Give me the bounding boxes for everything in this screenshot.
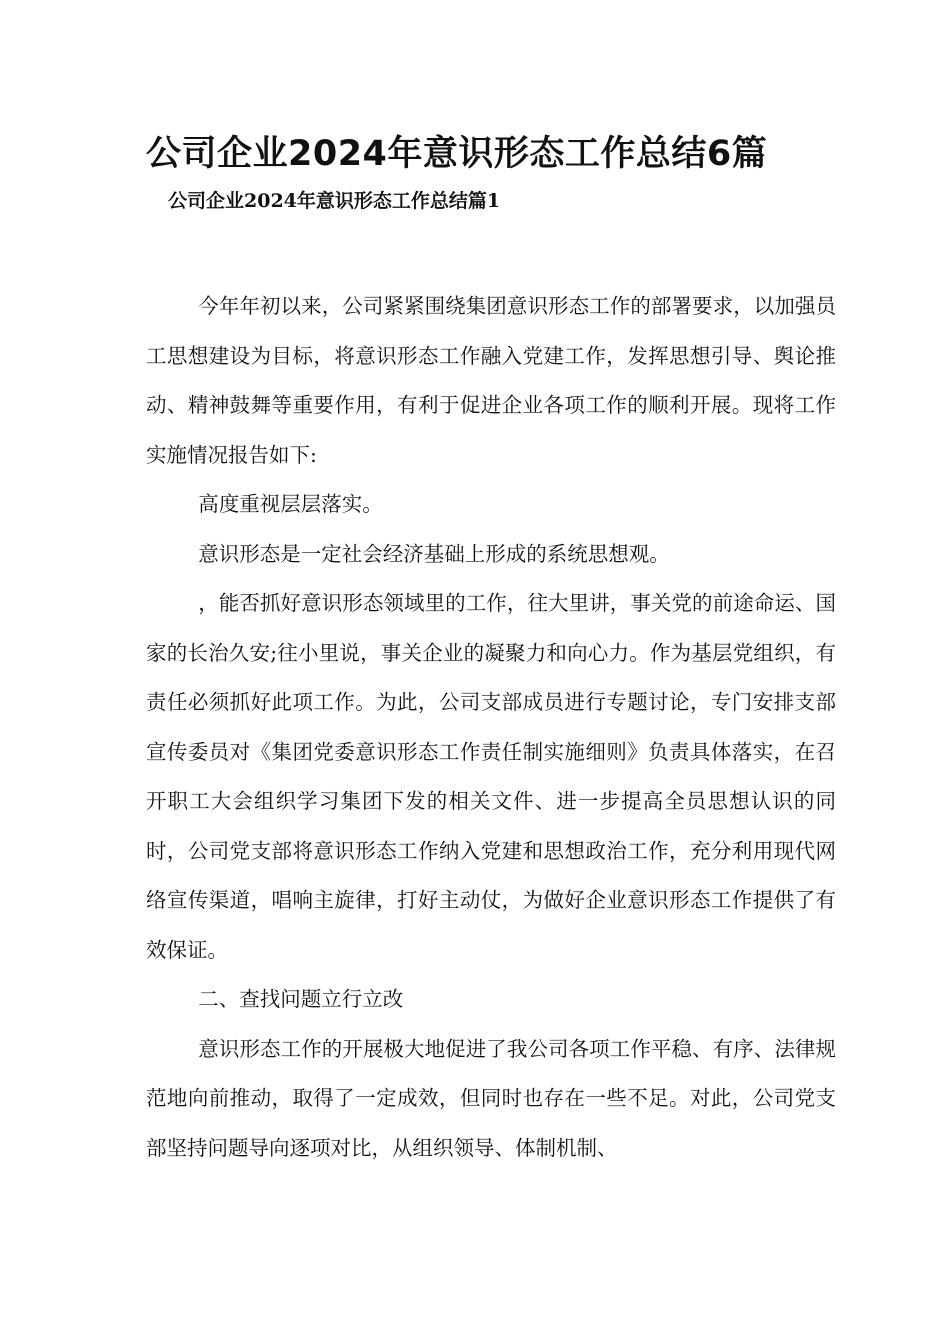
document-title: 公司企业2024年意识形态工作总结6篇 <box>146 134 768 174</box>
paragraph-definition: 意识形态是一定社会经济基础上形成的系统思想观。 <box>198 541 670 566</box>
document-subtitle: 公司企业2024年意识形态工作总结篇1 <box>168 190 501 212</box>
paragraph-intro: 今年年初以来，公司紧紧围绕集团意识形态工作的部署要求，以加强员工思想建设为目标，将意识形态工作融入党建工作，发挥思想引导、舆论推动、精神鼓舞等重要作用，有利于促进企业各项工作的顺利开展。现将工作实施情况报告如下: <box>146 294 836 467</box>
paragraph-responsibility: ，能否抓好意识形态领域里的工作，往大里讲，事关党的前途命运、国家的长治久安;往小里说，事关企业的凝聚力和向心力。作为基层党组织，有责任必须抓好此项工作。为此，公司支部成员进行专题讨论，专门安排支部宣传委员对《集团党委意识形态工作责任制实施细则》负责具体落实，在召开职工大会组织学习集团下发的相关文件、进一步提高全员思想认识的同时，公司党支部将意识形态工作纳入党建和思想政治工作，充分利用现代网络宣传渠道，唱响主旋律，打好主动仗，为做好企业意识形态工作提供了有效保证。 <box>146 591 836 962</box>
paragraph-problems: 意识形态工作的开展极大地促进了我公司各项工作平稳、有序、法律规范地向前推动，取得了一定成效，但同时也存在一些不足。对此，公司党支部坚持问题导向逐项对比，从组织领导、体制机制、 <box>146 1036 836 1160</box>
document-body <box>146 282 836 1173</box>
paragraph-heading-2: 二、查找问题立行立改 <box>198 987 404 1011</box>
paragraph-heading-1: 高度重视层层落实。 <box>198 492 383 516</box>
